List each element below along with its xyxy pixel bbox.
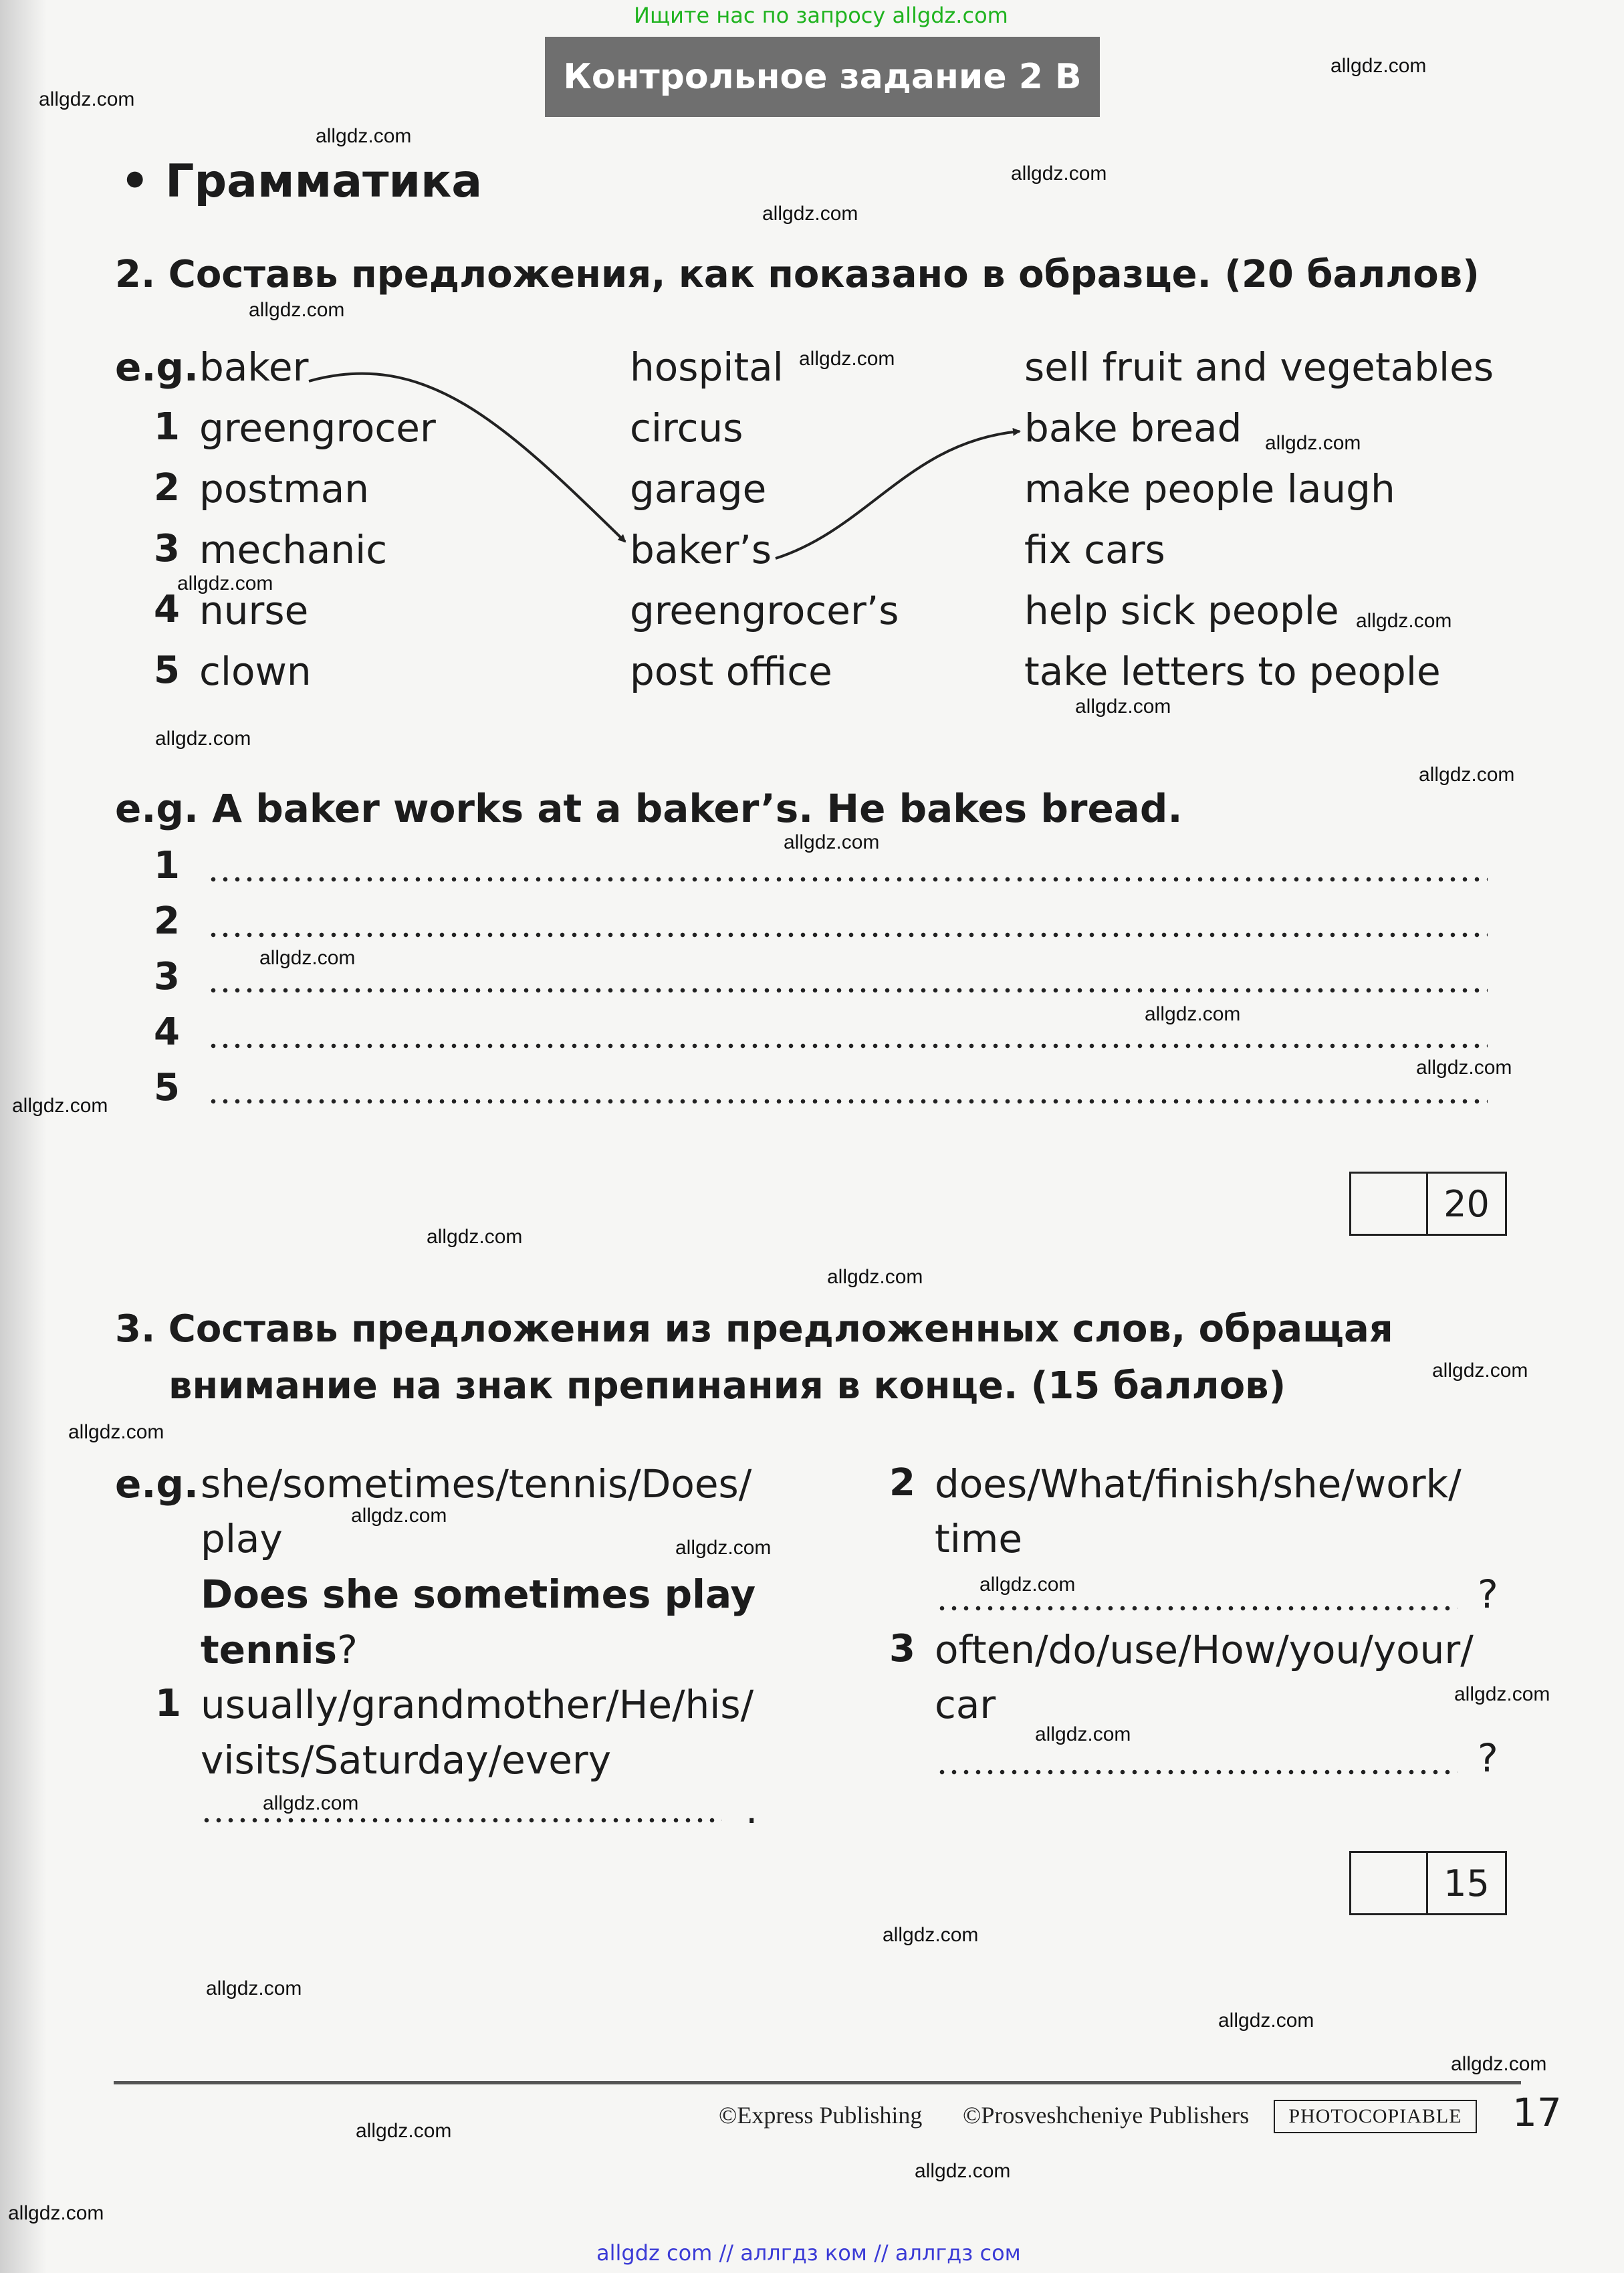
answer-line-1[interactable] [207, 875, 1488, 884]
task2-title: 2. Составь предложения, как показано в образце. (20 баллов) [115, 253, 1480, 296]
col2-item: circus [630, 405, 743, 451]
watermark: allgdz.com [1451, 2053, 1547, 2075]
task2-score-box [1349, 1172, 1507, 1236]
watermark: allgdz.com [263, 1792, 359, 1814]
task3-score-box [1349, 1851, 1507, 1915]
watermark: allgdz.com [883, 1924, 979, 1946]
task3-item2-punct: ? [1478, 1572, 1498, 1617]
task3-answer-line-1[interactable] [201, 1816, 722, 1825]
task3-example-words-cont: play [201, 1516, 283, 1561]
bottom-ad-banner[interactable]: allgdz com // аллгдз ком // аллгдз сом [596, 2240, 1021, 2266]
answer-line-5[interactable] [207, 1097, 1488, 1106]
watermark: allgdz.com [68, 1421, 164, 1443]
answer-line-4[interactable] [207, 1041, 1488, 1051]
watermark: allgdz.com [1356, 610, 1452, 632]
col3-item: make people laugh [1024, 466, 1395, 512]
col3-item: fix cars [1024, 527, 1165, 572]
footer-publisher-2: ©Prosveshcheniye Publishers [963, 2102, 1250, 2129]
answer-number: 4 [154, 1010, 180, 1054]
section-title: • Грамматика [120, 155, 483, 208]
bullet-icon: • [120, 155, 166, 208]
task3-title-line1: 3. Составь предложения из предложенных слов, обращая [115, 1307, 1393, 1351]
answer-line-2[interactable] [207, 930, 1488, 940]
watermark: allgdz.com [979, 1574, 1076, 1596]
watermark: allgdz.com [259, 947, 356, 969]
task3-item3-words-cont: car [935, 1682, 996, 1727]
col2-item: baker’s [630, 527, 772, 572]
task3-example-answer-cont: tennis? [201, 1627, 358, 1672]
watermark: allgdz.com [1432, 1360, 1528, 1382]
task3-example-answer: Does she sometimes play [201, 1572, 756, 1617]
watermark: allgdz.com [915, 2160, 1011, 2182]
task3-item1-punct: . [745, 1787, 758, 1832]
arrow-bakers-to-bake-bread [776, 431, 1020, 558]
watermark: allgdz.com [784, 831, 880, 853]
col1-item: clown [199, 649, 312, 694]
task3-item-number: 1 [155, 1682, 181, 1725]
watermark: allgdz.com [39, 88, 135, 110]
task3-item2-words-cont: time [935, 1516, 1023, 1561]
top-ad-banner[interactable]: Ищите нас по запросу allgdz.com [634, 3, 1008, 28]
watermark: allgdz.com [155, 728, 251, 750]
watermark: allgdz.com [1218, 2010, 1314, 2032]
task3-title-line2: внимание на знак препинания в конце. (15 баллов) [168, 1364, 1286, 1408]
row-number: 3 [154, 527, 180, 570]
answer-number: 1 [154, 844, 180, 887]
col3-item: bake bread [1024, 405, 1242, 451]
watermark: allgdz.com [427, 1226, 523, 1248]
task2-example-sentence: e.g. A baker works at a baker’s. He bakes bread. [115, 786, 1183, 831]
row-number: 5 [154, 649, 180, 692]
task3-answer-line-3[interactable] [936, 1767, 1458, 1777]
watermark: allgdz.com [799, 348, 895, 370]
col3-item: sell fruit and vegetables [1024, 344, 1494, 390]
score-entry-cell[interactable] [1351, 1174, 1428, 1234]
example-label: e.g. [115, 344, 199, 390]
col1-item: greengrocer [199, 405, 436, 451]
watermark: allgdz.com [1330, 55, 1427, 77]
answer-number: 5 [154, 1066, 180, 1109]
answer-number: 2 [154, 899, 180, 943]
arrow-baker-to-bakers [309, 374, 625, 542]
watermark: allgdz.com [351, 1505, 447, 1527]
task3-example-label: e.g. [115, 1461, 199, 1507]
watermark: allgdz.com [12, 1095, 108, 1117]
task3-example-words: she/sometimes/tennis/Does/ [201, 1461, 752, 1507]
col1-item: nurse [199, 588, 309, 633]
watermark: allgdz.com [206, 1977, 302, 1999]
photocopiable-label: PHOTOCOPIABLE [1274, 2100, 1477, 2133]
watermark: allgdz.com [8, 2202, 104, 2224]
task3-answer-line-2[interactable] [936, 1604, 1458, 1613]
watermark: allgdz.com [827, 1266, 923, 1288]
task3-item1-words-cont: visits/Saturday/every [201, 1737, 612, 1783]
watermark: allgdz.com [675, 1537, 772, 1559]
watermark: allgdz.com [1419, 764, 1515, 786]
watermark: allgdz.com [1265, 432, 1361, 454]
page-header-title: Контрольное задание 2 B [563, 57, 1082, 97]
watermark: allgdz.com [1454, 1683, 1550, 1705]
col1-item: postman [199, 466, 370, 512]
row-number: 2 [154, 466, 180, 510]
watermark: allgdz.com [1035, 1723, 1131, 1745]
col2-item: post office [630, 649, 832, 694]
footer-rule [114, 2081, 1521, 2084]
watermark: allgdz.com [1416, 1057, 1512, 1079]
watermark: allgdz.com [356, 2120, 452, 2142]
task3-item-number: 3 [889, 1627, 915, 1670]
score-entry-cell[interactable] [1351, 1853, 1428, 1913]
task3-item-number: 2 [889, 1461, 915, 1505]
watermark: allgdz.com [1011, 163, 1107, 185]
task3-item2-words: does/What/finish/she/work/ [935, 1461, 1462, 1507]
watermark: allgdz.com [762, 203, 858, 225]
answer-number: 3 [154, 955, 180, 998]
row-number: 4 [154, 588, 180, 631]
col2-item: garage [630, 466, 767, 512]
task3-item3-words: often/do/use/How/you/your/ [935, 1627, 1474, 1672]
task3-max-score: 15 [1443, 1862, 1490, 1905]
footer-publisher-1: ©Express Publishing [719, 2102, 923, 2129]
task3-item1-words: usually/grandmother/He/his/ [201, 1682, 754, 1727]
task2-max-score: 20 [1443, 1182, 1490, 1225]
watermark: allgdz.com [316, 125, 412, 147]
col2-item: hospital [630, 344, 784, 390]
task3-item3-punct: ? [1478, 1735, 1498, 1781]
col1-item: baker [199, 344, 309, 390]
row-number: 1 [154, 405, 180, 449]
watermark: allgdz.com [177, 572, 273, 594]
watermark: allgdz.com [1145, 1003, 1241, 1025]
watermark: allgdz.com [249, 299, 345, 321]
col1-item: mechanic [199, 527, 388, 572]
col3-item: help sick people [1024, 588, 1339, 633]
page-number: 17 [1512, 2090, 1562, 2135]
col3-item: take letters to people [1024, 649, 1441, 694]
watermark: allgdz.com [1075, 695, 1171, 718]
answer-line-3[interactable] [207, 986, 1488, 995]
col2-item: greengrocer’s [630, 588, 899, 633]
